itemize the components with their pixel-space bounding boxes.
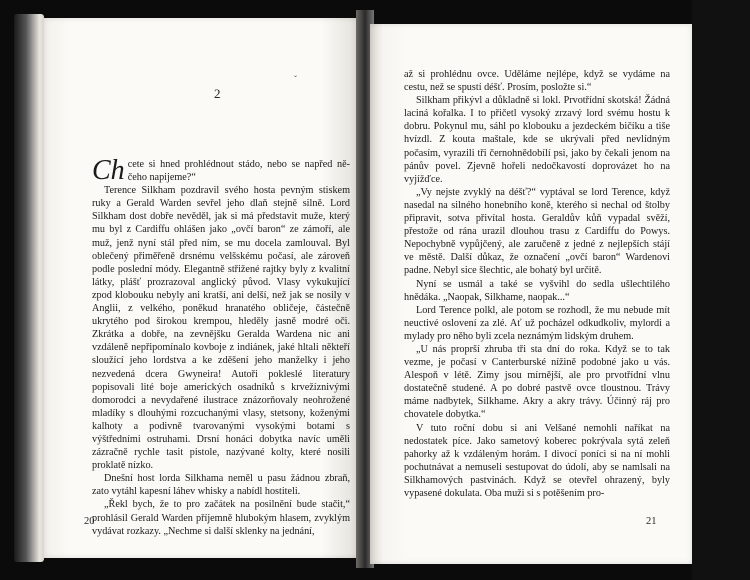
paragraph: „U nás proprší zhruba tři sta dní do roka. Když se to tak vezme, je počasí v Canterburské nížině podobné jako u vás. Alespoň v létě. Zimy jsou mírnější, ale pro prvotřídní vlnu dostatečně studené. A po dobré pastvě ovce tloustnou. Trávy máme nadbytek, Silkhame. Akry a akry trávy. Účinný ráj pro chovatele dobytka.“ <box>404 343 670 421</box>
paragraph: Lord Terence polkl, ale potom se rozhodl, že mu nebude mít neuctivé oslovení za zlé. Ať už pocházel odkudkoliv, mylordi a mylady pro něho byli zcela neznámým lidským druhem. <box>404 304 670 342</box>
opening-paragraph <box>92 155 350 186</box>
book-cover-edge <box>14 14 44 562</box>
paragraph: Dnešní host lorda Silkhama neměl u pasu žádnou zbraň, zato vytáhl kapesní láhev whisky a nabídl hostiteli. <box>92 473 350 498</box>
left-page-text <box>92 155 350 538</box>
paragraph: Terence Silkham pozdravil svého hosta pevným stiskem ruky a Gerald Warden sevřel jeho dlaň stejně silně. Lord Silkham dost dobře nevěděl, jak si má představit muže, který mu byl z Cardiffu ohlášen jako „ovčí baron“ ze zámoří, ale muž, jenž nyní stál před ním, se mu docela zamlouval. Byl oblečený přiměřeně drsnému velšskému počasí, ale zároveň podle poslední módy. Elegantně střižené rajtky byly z kvalitní látky, plášť prozrazoval anglický původ. Vlasy vykukující zpod klobouku nebyly ani kratší, ani delší, než jak se nosily v Anglii, z velkého, poněkud hranatého obličeje, částečně ukrytého pod širokou krempou, hleděly jasně modré oči. Zkrátka a dobře, na zevnějšku Geralda Wardena nic ani vzdáleně nepřipomínalo kovboje z indiánek, jaké hltali někteří sloužící jeho lordstva a ke zděšení jeho manželky i jeho nezvedená dcera Gwyneira! Autoři pokleslé literatury popisovali lité boje amerických osadníků s krvežíznivými domorodci a nevydařené ilustrace znázorňovaly neohrožené mladíky s dlouhými rozcuchanými vlasy, stetsony, koženými kalhoty a podivně tvarovanými vysokými botami s výštředními ostruhami. Drsní honáci dobytka navíc uměli zázračně rychle tasit pistole, nazývané kolty, které nosili proklatě nízko. <box>92 185 350 472</box>
paragraph: Silkham přikývl a důkladně si lokl. Prvotřídní skotská! Žádná laciná kořalka. I to přičetl vysoký zrzavý lord svému hostu k dobru. Pokynul mu, sáhl po klobouku a jezdeckém bičíku a tiše hvízdl. Z kouta maštale, kde se ukrývali před nevlídným počasím, vyrazili tři černohnědobílí psi, jako by čekali jenom na pánův povel. Zjevně hořeli nedočkavostí doprovázet ho na vyjížďce. <box>404 95 670 185</box>
right-page <box>370 24 692 564</box>
paragraph: Nyní se usmál a také se vyšvihl do sedla ušlechtilého hnědáka. „Naopak, Silkhame, naopak...“ <box>404 278 670 303</box>
page-number-left: 20 <box>84 516 95 527</box>
paragraph: až si prohlédnu ovce. Uděláme nejlépe, když se vydáme na cestu, než se spustí déšť. Prosím, posložte si.“ <box>404 69 670 94</box>
page-speck: ˇ <box>294 74 297 84</box>
left-page <box>44 18 360 558</box>
right-page-text <box>404 68 670 500</box>
opening-line: cete si hned prohlédnout stádo, nebo se napřed ně-čeho napijeme?“ <box>127 159 350 184</box>
page-number-right: 21 <box>646 516 657 527</box>
chapter-number: 2 <box>214 86 221 101</box>
paragraph: „Vy nejste zvyklý na déšť?“ vyptával se lord Terence, když nasedal na silného honebního koně, kterého si nechal od štolby připravit, sotva přivítal hosta. Geraldův kůň vypadal svěží, přestože od rána urazil dlouhou trasu z Cardiffu do Powys. Nepochybně vypůjčený, ale zaručeně z jedné z nejlepších stájí ve městě. Další důkaz, že označení „ovčí baron“ Wardenovi padne. Nebyl sice šlechtic, ale bohatý byl určitě. <box>404 186 670 277</box>
drop-cap: Ch <box>92 155 125 186</box>
background-right <box>692 0 750 580</box>
paragraph: V tuto roční dobu si ani Velšané nemohli naříkat na nedostatek píce. Jako sametový koberec pokrývala sytá zeleň pahorky až k vzdáleným horám. I divocí poníci si na ní mohli pochutnávat a nemuseli sestupovat do údolí, aby se namlsali na Silkhamových pastvinách. Když se otevřel ohrazený, byly vypasené dokulata. Oba muži si s potěšením pro- <box>404 422 670 499</box>
paragraph: „Řekl bych, že to pro začátek na posilnění bude stačit,“ prohlásil Gerald Warden příjemně hlubokým hlasem, zvyklým vydávat rozkazy. „Nechme si další sklenky na jednání, <box>92 499 350 537</box>
